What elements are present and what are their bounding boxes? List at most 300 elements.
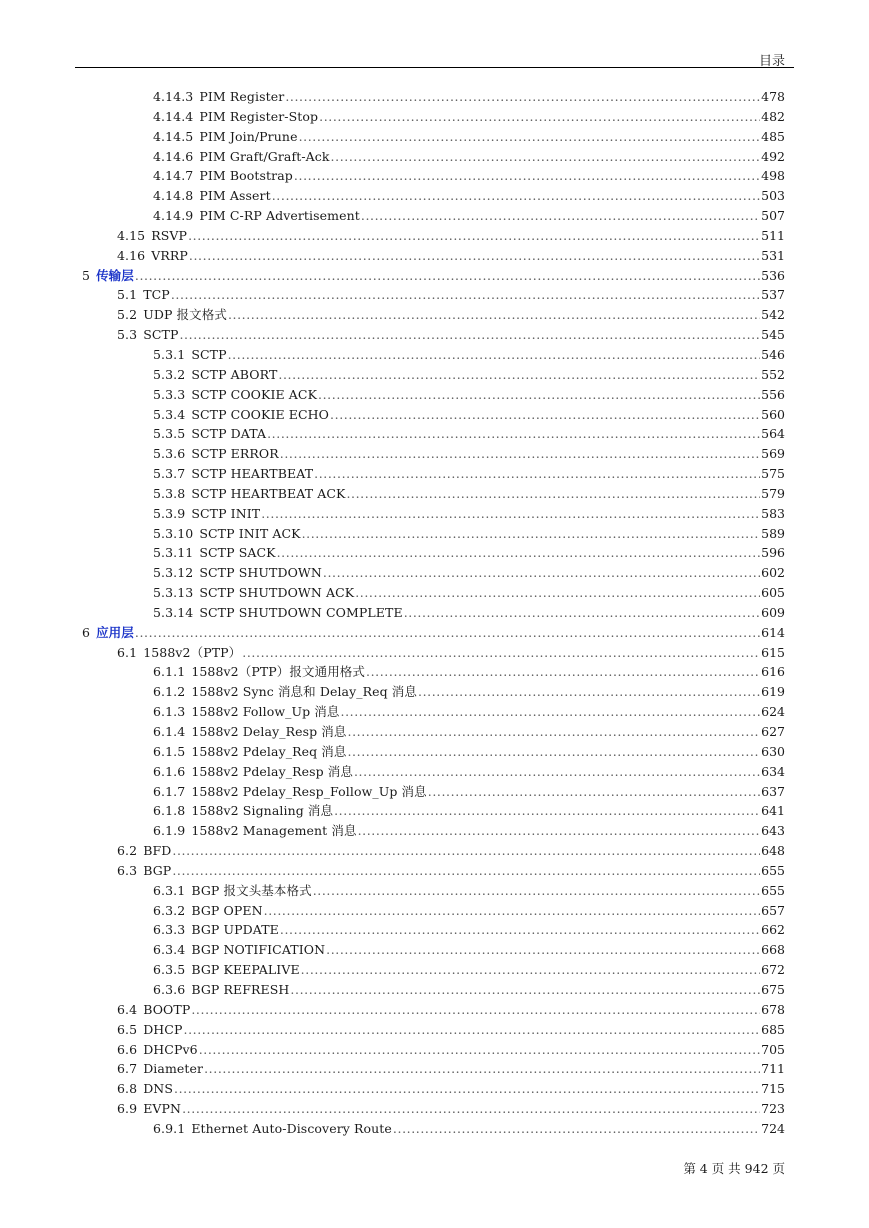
toc-entry-page: 627 [761, 724, 785, 739]
toc-entry[interactable] [0, 623, 869, 643]
toc-dot-leader [228, 345, 761, 365]
toc-entry[interactable] [0, 504, 869, 524]
toc-entry-number: 6.9 [117, 1101, 138, 1117]
toc-entry[interactable] [0, 801, 869, 821]
toc-dot-leader [261, 504, 760, 524]
toc-entry-page: 542 [761, 307, 785, 323]
toc-entry-text [153, 940, 325, 960]
toc-entry-title: PIM Bootstrap [199, 168, 293, 184]
toc-dot-leader [347, 742, 760, 762]
toc-entry-number: 6.4 [117, 1001, 138, 1017]
toc-entry-title: EVPN [143, 1101, 182, 1117]
toc-entry-number: 6.1.4 [153, 724, 186, 739]
toc-entry-title: DHCP [143, 1021, 183, 1037]
toc-entry[interactable] [0, 583, 869, 603]
toc-entry-number: 6.1.3 [153, 704, 186, 720]
toc-entry-title: SCTP SHUTDOWN ACK [199, 585, 355, 601]
toc-entry-number: 6.3.4 [153, 942, 186, 958]
toc-entry-page: 485 [761, 128, 785, 144]
toc-entry-title: BGP 报文头基本格式 [191, 882, 312, 898]
toc-entry-text [82, 266, 134, 286]
toc-entry-text [153, 702, 340, 722]
toc-entry-text [117, 643, 241, 663]
toc-dot-leader [272, 186, 760, 206]
toc-entry-number: 6.3 [117, 862, 138, 878]
toc-entry-title: 1588v2 Signaling 消息 [191, 803, 334, 819]
toc-entry[interactable] [0, 940, 869, 960]
toc-entry-text [153, 127, 298, 147]
toc-entry[interactable] [0, 1020, 869, 1040]
toc-dot-leader [280, 444, 760, 464]
toc-entry-number: 5.2 [117, 307, 138, 323]
toc-entry-number: 6.3.2 [153, 902, 186, 918]
toc-entry-page: 531 [761, 247, 785, 263]
toc-entry[interactable] [0, 603, 869, 623]
toc-entry-text [117, 1020, 183, 1040]
toc-entry[interactable] [0, 563, 869, 583]
toc-entry-number: 6.1.8 [153, 803, 186, 819]
toc-entry-page: 560 [761, 406, 785, 422]
toc-entry-title: BGP REFRESH [191, 981, 290, 997]
toc-entry[interactable] [0, 643, 869, 663]
toc-entry-text [153, 365, 277, 385]
toc-entry-page: 675 [761, 981, 785, 997]
toc-dot-leader [172, 861, 760, 881]
toc-entry-text [117, 1099, 181, 1119]
toc-entry-page: 545 [761, 327, 785, 343]
toc-dot-leader [341, 702, 761, 722]
toc-entry-text [153, 782, 427, 802]
toc-dot-leader [301, 960, 760, 980]
toc-dot-leader [135, 623, 760, 643]
toc-entry-title: SCTP INIT ACK [199, 525, 301, 541]
toc-entry[interactable] [0, 1059, 869, 1079]
toc-entry[interactable] [0, 266, 869, 286]
toc-entry-number: 6.3.3 [153, 922, 186, 938]
toc-entry[interactable] [0, 166, 869, 186]
toc-entry[interactable] [0, 762, 869, 782]
toc-entry-page: 641 [761, 803, 785, 819]
toc-entry-number: 6.3.1 [153, 882, 186, 898]
toc-entry-page: 552 [761, 366, 785, 382]
toc-entry-page: 536 [761, 267, 785, 283]
toc-dot-leader [188, 226, 760, 246]
toc-entry-title: 应用层 [96, 624, 134, 640]
toc-entry-text [153, 524, 301, 544]
toc-entry[interactable] [0, 980, 869, 1000]
toc-entry[interactable] [0, 960, 869, 980]
toc-entry[interactable] [0, 524, 869, 544]
toc-entry-title: 1588v2 Pdelay_Resp_Follow_Up 消息 [191, 783, 427, 799]
toc-entry-page: 624 [761, 704, 785, 720]
toc-entry-page: 583 [761, 505, 785, 521]
toc-entry-number: 5.3.7 [153, 466, 186, 482]
toc-entry[interactable] [0, 325, 869, 345]
toc-entry-title: 1588v2（PTP）报文通用格式 [191, 664, 365, 680]
toc-entry-page: 705 [761, 1041, 785, 1057]
toc-entry[interactable] [0, 662, 869, 682]
toc-entry-number: 6.9.1 [153, 1120, 186, 1136]
toc-entry-page: 579 [761, 485, 785, 501]
toc-entry-text [153, 1119, 392, 1139]
toc-dot-leader [179, 325, 760, 345]
toc-entry[interactable] [0, 1119, 869, 1139]
toc-entry-number: 5.3.4 [153, 406, 186, 422]
toc-entry-page: 537 [761, 287, 785, 303]
toc-entry-title: VRRP [151, 247, 188, 263]
toc-entry-number: 6.1.6 [153, 763, 186, 779]
toc-entry-title: BGP NOTIFICATION [191, 942, 326, 958]
toc-entry-page: 637 [761, 783, 785, 799]
toc-entry-number: 4.14.8 [153, 188, 194, 204]
toc-entry-text [117, 861, 171, 881]
toc-entry-page: 711 [761, 1061, 785, 1077]
toc-entry-number: 5.3.2 [153, 366, 186, 382]
toc-entry-number: 6.7 [117, 1061, 138, 1077]
toc-entry-text [153, 385, 317, 405]
toc-entry-text [153, 920, 279, 940]
toc-entry[interactable] [0, 821, 869, 841]
toc-dot-leader [171, 285, 760, 305]
toc-entry-text [117, 325, 178, 345]
toc-dot-leader [326, 940, 760, 960]
toc-entry-page: 498 [761, 168, 785, 184]
toc-entry[interactable] [0, 147, 869, 167]
toc-entry-page: 511 [761, 227, 785, 243]
toc-entry-title: BGP KEEPALIVE [191, 962, 300, 978]
toc-entry-title: TCP [143, 287, 170, 303]
toc-entry-title: RSVP [151, 227, 188, 243]
toc-entry-page: 668 [761, 942, 785, 958]
toc-dot-leader [355, 583, 760, 603]
toc-entry-number: 4.14.6 [153, 148, 194, 164]
toc-entry[interactable] [0, 345, 869, 365]
table-of-contents [0, 87, 869, 1139]
toc-entry-title: SCTP INIT [191, 505, 261, 521]
toc-entry-number: 6.6 [117, 1041, 138, 1057]
toc-entry-title: 1588v2（PTP） [143, 644, 242, 660]
toc-entry-text [153, 901, 263, 921]
toc-entry-text [153, 583, 354, 603]
toc-entry-number: 5.1 [117, 287, 138, 303]
toc-entry-title: 传输层 [96, 267, 134, 283]
toc-entry-text [153, 801, 333, 821]
toc-dot-leader [299, 127, 761, 147]
toc-dot-leader [318, 385, 760, 405]
toc-dot-leader [191, 1000, 760, 1020]
toc-entry[interactable] [0, 1099, 869, 1119]
toc-dot-leader [319, 107, 760, 127]
toc-entry[interactable] [0, 1040, 869, 1060]
toc-entry[interactable] [0, 385, 869, 405]
toc-entry-title: Ethernet Auto-Discovery Route [191, 1120, 392, 1136]
toc-entry[interactable] [0, 87, 869, 107]
toc-dot-leader [172, 841, 760, 861]
toc-entry-text [153, 87, 284, 107]
toc-entry-text [117, 1040, 198, 1060]
toc-dot-leader [290, 980, 760, 1000]
toc-entry-text [153, 464, 313, 484]
toc-entry-title: PIM C-RP Advertisement [199, 208, 360, 224]
toc-entry-page: 643 [761, 823, 785, 839]
toc-entry-page: 655 [761, 862, 785, 878]
toc-entry-title: 1588v2 Management 消息 [191, 823, 357, 839]
toc-entry[interactable] [0, 841, 869, 861]
toc-entry-title: SCTP SHUTDOWN [199, 565, 322, 581]
toc-entry-title: 1588v2 Follow_Up 消息 [191, 704, 340, 720]
toc-entry-number: 6.1.7 [153, 783, 186, 799]
toc-entry-number: 4.14.9 [153, 208, 194, 224]
toc-entry-title: SCTP ABORT [191, 366, 278, 382]
toc-entry[interactable] [0, 464, 869, 484]
toc-dot-leader [302, 524, 761, 544]
toc-entry-number: 4.14.3 [153, 89, 194, 104]
toc-entry-title: DNS [143, 1081, 174, 1097]
toc-entry-text [153, 405, 329, 425]
toc-entry-text [117, 841, 171, 861]
toc-entry[interactable] [0, 1000, 869, 1020]
toc-entry[interactable] [0, 444, 869, 464]
toc-entry-page: 503 [761, 188, 785, 204]
toc-dot-leader [348, 722, 761, 742]
toc-entry-number: 5.3.13 [153, 585, 194, 601]
toc-entry-page: 630 [761, 743, 785, 759]
toc-entry-title: 1588v2 Pdelay_Req 消息 [191, 743, 347, 759]
toc-dot-leader [346, 484, 760, 504]
toc-entry-page: 634 [761, 763, 785, 779]
toc-dot-leader [242, 643, 760, 663]
toc-entry-number: 6.1.9 [153, 823, 186, 839]
toc-entry-text [153, 682, 417, 702]
toc-entry-title: SCTP HEARTBEAT [191, 466, 314, 482]
toc-entry-number: 5.3.14 [153, 604, 194, 620]
toc-entry-text [153, 107, 318, 127]
toc-entry-title: PIM Assert [199, 188, 271, 204]
page-footer: 第 4 页 共 942 页 [683, 1161, 785, 1176]
toc-entry[interactable] [0, 861, 869, 881]
toc-entry-text [153, 484, 345, 504]
toc-entry-title: 1588v2 Delay_Resp 消息 [191, 724, 347, 739]
toc-entry[interactable] [0, 186, 869, 206]
toc-entry-page: 507 [761, 208, 785, 224]
toc-entry-title: BGP OPEN [191, 902, 263, 918]
toc-entry-number: 4.14.7 [153, 168, 194, 184]
toc-dot-leader [278, 365, 760, 385]
toc-entry-text [153, 504, 260, 524]
toc-entry-title: PIM Register [199, 89, 285, 104]
toc-entry-title: BGP [143, 862, 172, 878]
toc-dot-leader [277, 543, 761, 563]
toc-entry-number: 6.1.5 [153, 743, 186, 759]
toc-entry-text [153, 147, 330, 167]
toc-entry[interactable] [0, 246, 869, 266]
toc-dot-leader [199, 1040, 760, 1060]
toc-entry-page: 724 [761, 1120, 785, 1136]
toc-dot-leader [323, 563, 760, 583]
toc-dot-leader [314, 464, 760, 484]
toc-entry[interactable] [0, 920, 869, 940]
toc-entry-page: 596 [761, 545, 785, 561]
toc-entry-number: 5.3 [117, 327, 138, 343]
toc-entry-title: SCTP HEARTBEAT ACK [191, 485, 346, 501]
toc-entry-text [153, 980, 289, 1000]
toc-dot-leader [354, 762, 760, 782]
toc-entry-page: 615 [761, 644, 785, 660]
toc-entry-title: Diameter [143, 1061, 204, 1077]
toc-entry-page: 657 [761, 902, 785, 918]
toc-dot-leader [330, 405, 760, 425]
toc-dot-leader [182, 1099, 760, 1119]
toc-dot-leader [189, 246, 760, 266]
toc-entry-number: 5.3.6 [153, 446, 186, 462]
toc-dot-leader [358, 821, 761, 841]
toc-entry-title: BOOTP [143, 1001, 191, 1017]
toc-entry[interactable] [0, 305, 869, 325]
toc-entry-text [117, 1000, 190, 1020]
toc-entry-text [153, 345, 227, 365]
toc-entry-text [153, 821, 357, 841]
toc-entry-number: 6.1.1 [153, 664, 186, 680]
toc-entry-text [153, 543, 276, 563]
toc-entry-number: 5 [82, 267, 91, 283]
toc-entry-number: 5.3.8 [153, 485, 186, 501]
toc-entry-number: 4.15 [117, 227, 146, 243]
toc-entry-title: SCTP DATA [191, 426, 267, 442]
toc-dot-leader [404, 603, 760, 623]
toc-entry-title: PIM Graft/Graft-Ack [199, 148, 330, 164]
toc-entry-number: 6.8 [117, 1081, 138, 1097]
toc-entry-page: 655 [761, 882, 785, 898]
toc-entry-text [153, 206, 360, 226]
toc-entry-title: DHCPv6 [143, 1041, 198, 1057]
toc-dot-leader [204, 1059, 760, 1079]
toc-dot-leader [418, 682, 760, 702]
toc-entry-page: 614 [761, 624, 785, 640]
toc-entry[interactable] [0, 285, 869, 305]
page-header-title: 目录 [758, 54, 785, 69]
toc-entry-text [117, 285, 170, 305]
toc-entry-title: PIM Register-Stop [199, 108, 319, 124]
toc-entry-title: BGP UPDATE [191, 922, 279, 938]
toc-dot-leader [313, 881, 760, 901]
toc-entry-page: 589 [761, 525, 785, 541]
toc-entry-page: 609 [761, 604, 785, 620]
toc-dot-leader [428, 782, 760, 802]
toc-entry-number: 5.3.10 [153, 525, 194, 541]
toc-entry[interactable] [0, 206, 869, 226]
toc-dot-leader [393, 1119, 760, 1139]
toc-entry-title: 1588v2 Pdelay_Resp 消息 [191, 763, 353, 779]
toc-entry-page: 556 [761, 386, 785, 402]
toc-dot-leader [174, 1079, 760, 1099]
toc-dot-leader [135, 266, 760, 286]
toc-entry-number: 6.1 [117, 644, 138, 660]
toc-entry-number: 4.16 [117, 247, 146, 263]
toc-entry-page: 619 [761, 684, 785, 700]
toc-entry-title: UDP 报文格式 [143, 307, 227, 323]
toc-entry[interactable] [0, 901, 869, 921]
toc-entry-page: 569 [761, 446, 785, 462]
toc-entry[interactable] [0, 365, 869, 385]
toc-entry-page: 685 [761, 1021, 785, 1037]
toc-dot-leader [285, 87, 760, 107]
toc-entry-title: SCTP COOKIE ECHO [191, 406, 330, 422]
toc-entry[interactable] [0, 405, 869, 425]
toc-entry[interactable] [0, 742, 869, 762]
toc-entry[interactable] [0, 1079, 869, 1099]
toc-dot-leader [294, 166, 760, 186]
toc-entry-number: 6.3.6 [153, 981, 186, 997]
toc-entry-number: 6.5 [117, 1021, 138, 1037]
toc-entry-number: 6 [82, 624, 91, 640]
toc-entry-title: SCTP [191, 346, 227, 362]
toc-entry-text [117, 226, 187, 246]
toc-entry[interactable] [0, 543, 869, 563]
toc-entry-text [117, 246, 188, 266]
toc-entry[interactable] [0, 881, 869, 901]
toc-dot-leader [334, 801, 760, 821]
toc-entry-text [153, 742, 346, 762]
toc-entry-text [117, 1059, 203, 1079]
toc-entry-page: 575 [761, 466, 785, 482]
toc-entry-page: 546 [761, 346, 785, 362]
toc-entry-page: 648 [761, 843, 785, 859]
toc-entry-page: 715 [761, 1081, 785, 1097]
toc-entry[interactable] [0, 722, 869, 742]
toc-entry-text [153, 722, 347, 742]
toc-entry-page: 492 [761, 148, 785, 164]
toc-entry-text [82, 623, 134, 643]
toc-entry[interactable] [0, 682, 869, 702]
toc-entry-title: SCTP ERROR [191, 446, 279, 462]
toc-entry-number: 5.3.9 [153, 505, 186, 521]
toc-entry[interactable] [0, 702, 869, 722]
toc-entry[interactable] [0, 424, 869, 444]
toc-entry-title: SCTP [143, 327, 179, 343]
toc-dot-leader [228, 305, 760, 325]
toc-entry-number: 5.3.3 [153, 386, 186, 402]
toc-entry[interactable] [0, 484, 869, 504]
toc-dot-leader [264, 901, 761, 921]
toc-entry-title: 1588v2 Sync 消息和 Delay_Req 消息 [191, 684, 418, 700]
toc-entry-number: 6.2 [117, 843, 138, 859]
toc-entry-number: 6.3.5 [153, 962, 186, 978]
toc-entry-page: 605 [761, 585, 785, 601]
toc-entry-text [153, 603, 403, 623]
toc-entry[interactable] [0, 226, 869, 246]
toc-entry-title: SCTP SACK [199, 545, 276, 561]
toc-entry-text [153, 881, 312, 901]
toc-entry-page: 672 [761, 962, 785, 978]
toc-entry[interactable] [0, 782, 869, 802]
toc-entry[interactable] [0, 107, 869, 127]
toc-entry-text [153, 186, 271, 206]
toc-entry-text [153, 424, 266, 444]
toc-entry-title: PIM Join/Prune [199, 128, 298, 144]
toc-entry-text [153, 563, 322, 583]
toc-entry-number: 5.3.12 [153, 565, 194, 581]
toc-entry-page: 723 [761, 1101, 785, 1117]
toc-entry-page: 616 [761, 664, 785, 680]
toc-entry-text [117, 1079, 173, 1099]
toc-entry-number: 6.1.2 [153, 684, 186, 700]
toc-entry-title: BFD [143, 843, 172, 859]
toc-entry-page: 602 [761, 565, 785, 581]
toc-dot-leader [280, 920, 760, 940]
toc-entry[interactable] [0, 127, 869, 147]
toc-dot-leader [331, 147, 761, 167]
toc-entry-page: 662 [761, 922, 785, 938]
